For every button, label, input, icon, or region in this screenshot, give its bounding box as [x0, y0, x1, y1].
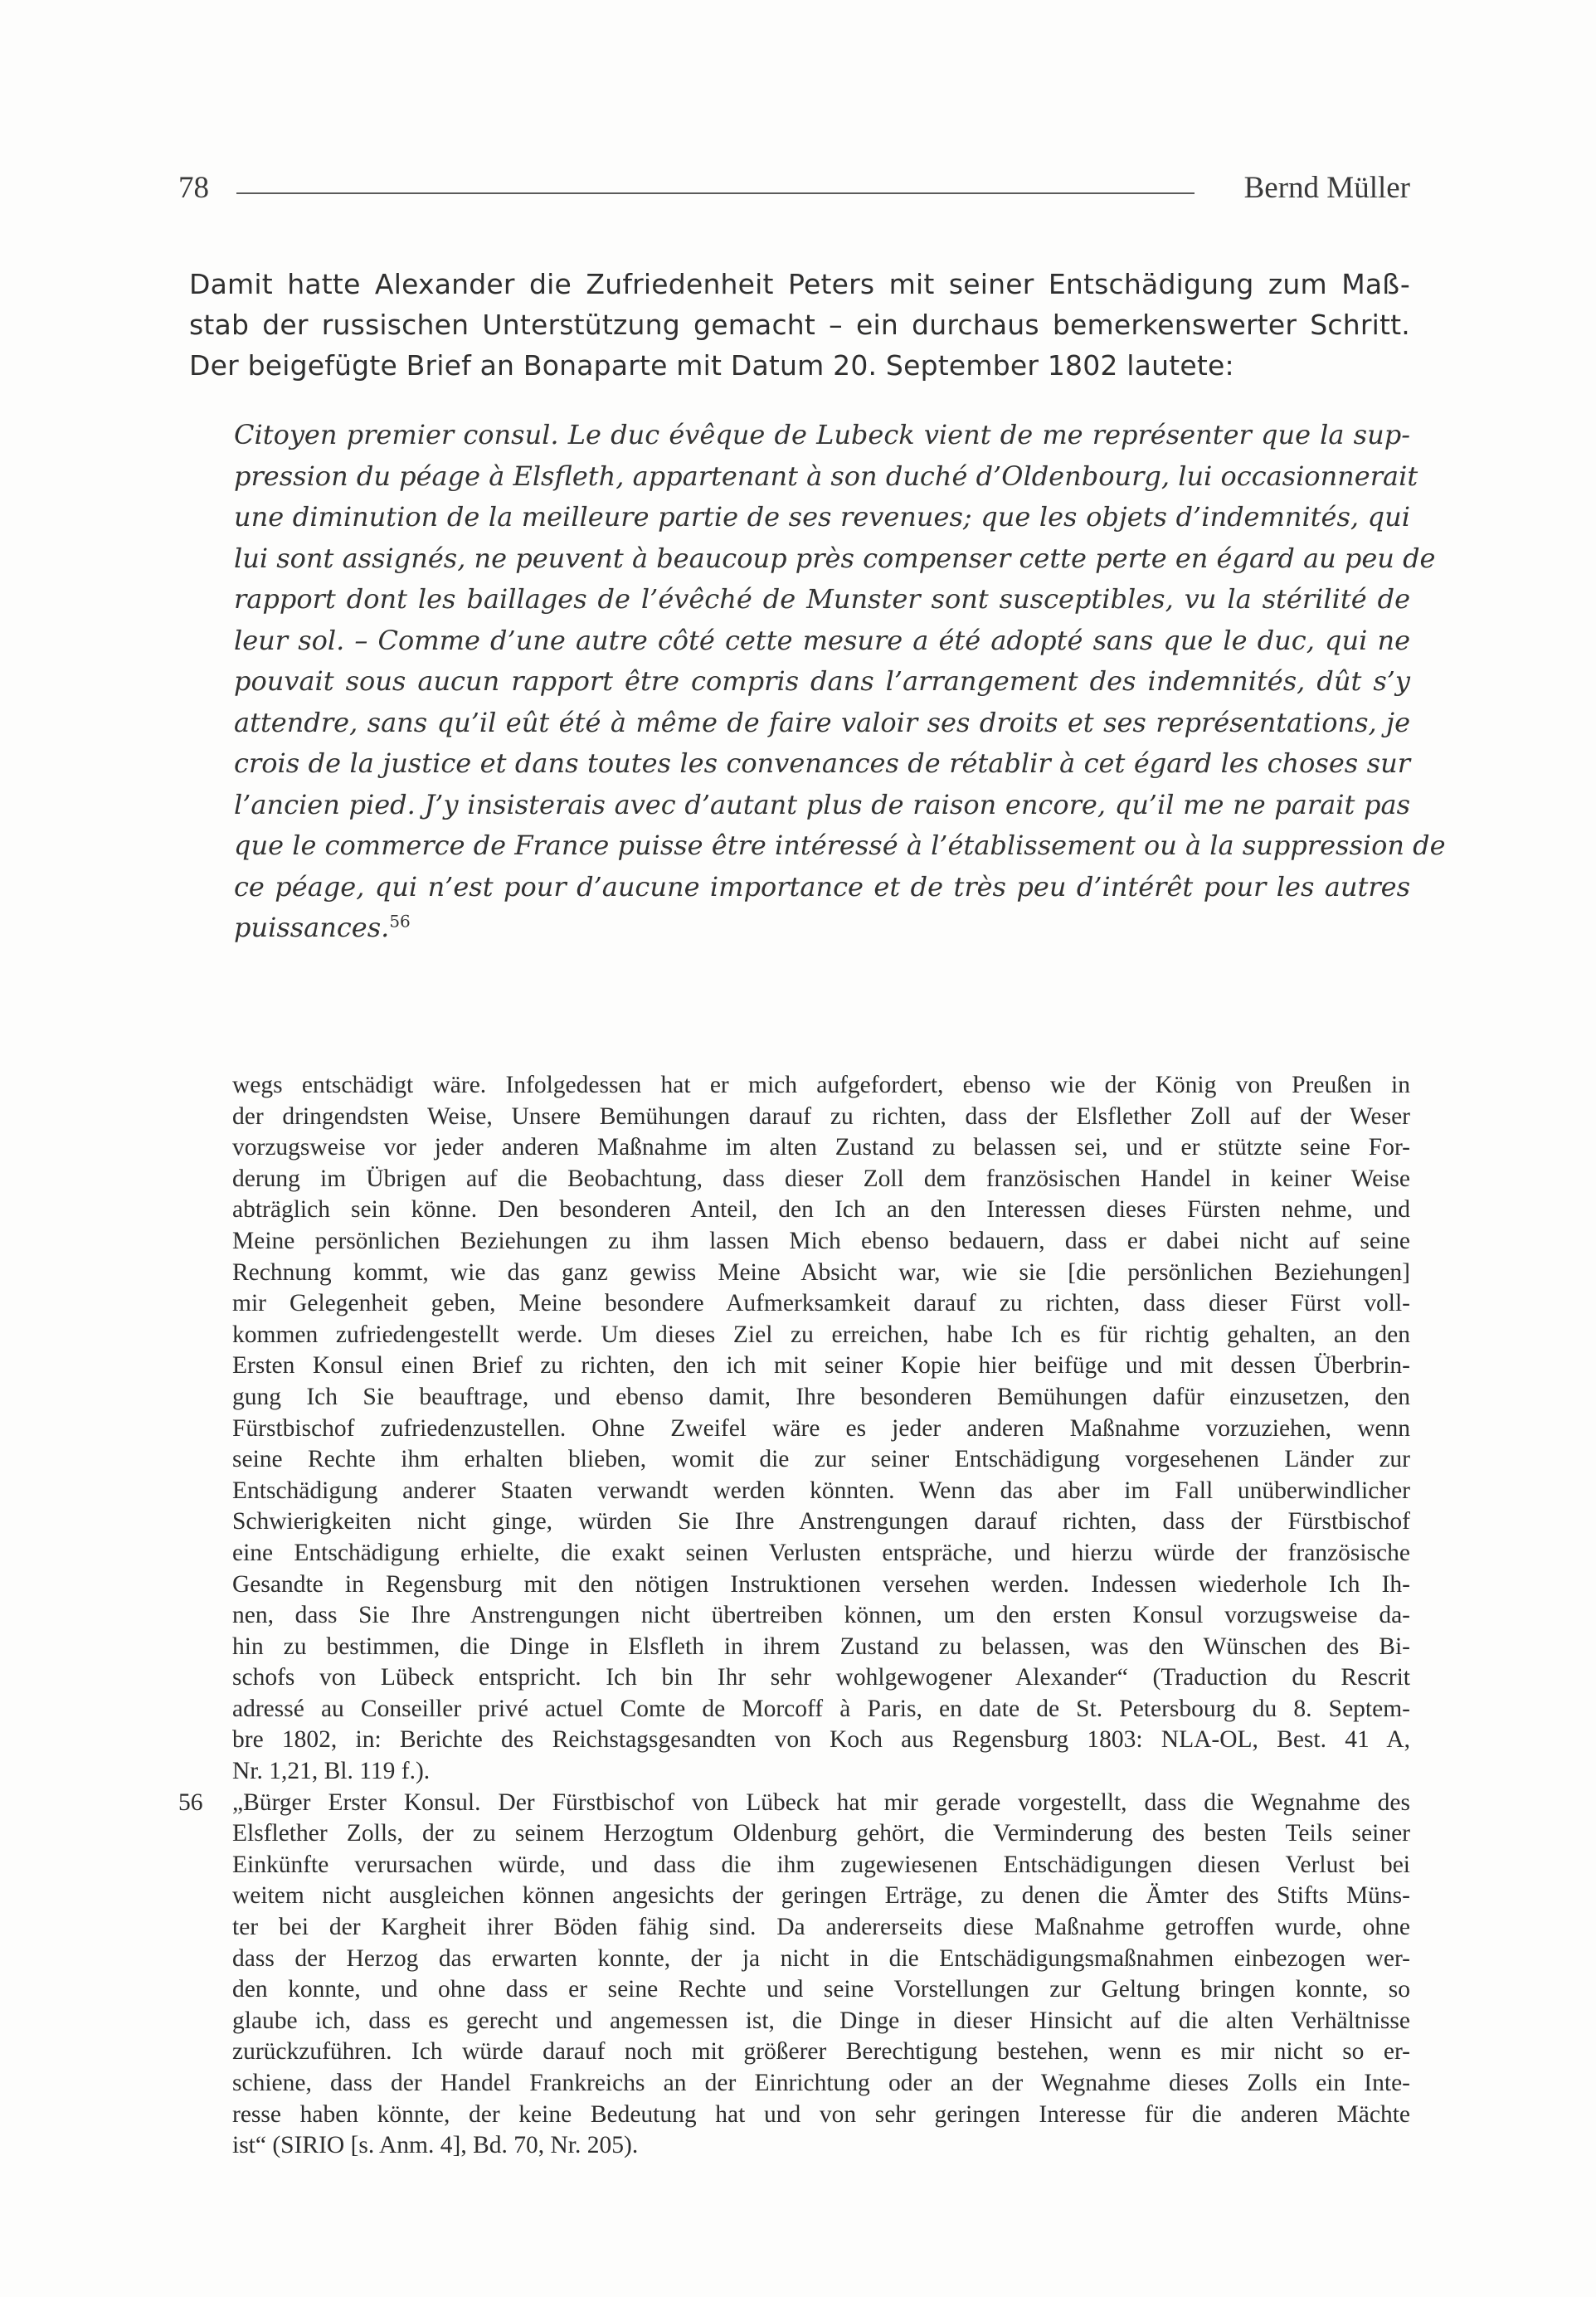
- footnote-line: Rechnung kommt, wie das ganz gewiss Meine Absicht war, wie sie [die persönlichen Beziehungen]: [232, 1258, 1410, 1286]
- quote-line: une diminution de la meilleure partie de ses revenues; que les objets d’indemnités, qui: [234, 501, 1410, 533]
- footnote-line: Ersten Konsul einen Brief zu richten, den ich mit seiner Kopie hier beifüge und mit dessen Überbrin-: [232, 1352, 1410, 1380]
- body-line: Der beigefügte Brief an Bonaparte mit Datum 20. September 1802 lautete:: [189, 349, 1234, 382]
- footnote-line: Entschädigung anderer Staaten verwandt werden könnten. Wenn das aber im Fall unüberwindlicher: [232, 1477, 1410, 1504]
- body-paragraph: [189, 264, 1410, 386]
- footnote-line: glaube ich, dass es gerecht und angemessen ist, die Dinge in dieser Hinsicht auf die alten Verhältnisse: [232, 2007, 1410, 2034]
- footnote-line: schofs von Lübeck entspricht. Ich bin Ihr sehr wohlgewogener Alexander“ (Traduction du Rescrit: [232, 1664, 1410, 1691]
- footnote-number: 56: [178, 1788, 203, 1816]
- quote-line: lui sont assignés, ne peuvent à beaucoup près compenser cette perte en égard au peu de: [234, 542, 1436, 574]
- footnote-line: den konnte, und ohne dass er seine Rechte und seine Vorstellungen zur Geltung bringen konnte, so: [232, 1976, 1410, 2003]
- page-number: 78: [178, 171, 209, 205]
- footnote-line: Meine persönlichen Beziehungen zu ihm lassen Mich ebenso bedauern, dass er dabei nicht auf seine: [232, 1227, 1410, 1254]
- header-rule: [236, 192, 1195, 194]
- footnotes-section: [178, 1070, 1410, 2162]
- block-quotation: [234, 415, 1446, 949]
- quote-line: que le commerce de France puisse être intéressé à l’établissement ou à la suppression de: [234, 830, 1446, 861]
- footnote-line: vorzugsweise vor jeder anderen Maßnahme im alten Zustand zu belassen sei, und er stützte seine For-: [232, 1134, 1410, 1161]
- footnote-line: hin zu bestimmen, die Dinge in Elsfleth in ihrem Zustand zu belassen, was den Wünschen des Bi-: [232, 1633, 1410, 1660]
- body-line: Damit hatte Alexander die Zufriedenheit Peters mit seiner Entschädigung zum Maß-: [189, 268, 1410, 300]
- running-header: [178, 170, 1410, 220]
- footnote-line: resse haben könnte, der keine Bedeutung hat und von sehr geringen Interesse für die anderen Mächte: [232, 2100, 1410, 2128]
- quote-line-text: puissances.: [234, 912, 390, 943]
- footnote-line: kommen zufriedengestellt werde. Um dieses Ziel zu erreichen, habe Ich es für richtig gehalten, an den: [232, 1321, 1410, 1348]
- footnote-line: ist“ (SIRIO [s. Anm. 4], Bd. 70, Nr. 205).: [232, 2132, 639, 2159]
- footnote-line: ter bei der Kargheit ihrer Böden fähig sind. Da andererseits diese Maßnahme getroffen wurde, ohne: [232, 1914, 1410, 1941]
- quote-line: crois de la justice et dans toutes les convenances de rétablir à cet égard les choses sur: [234, 747, 1410, 779]
- footnote-line: Einkünfte verursachen würde, und dass die ihm zugewiesenen Entschädigungen diesen Verlust bei: [232, 1851, 1410, 1878]
- footnote-56: [178, 1788, 1410, 2162]
- footnote-line: weitem nicht ausgleichen können angesichts der geringen Erträge, zu denen die Ämter des Stifts Müns-: [232, 1882, 1410, 1910]
- footnote-line: wegs entschädigt wäre. Infolgedessen hat er mich aufgefordert, ebenso wie der König von Preußen in: [232, 1072, 1410, 1098]
- footnote-line: Gesandte in Regensburg mit den nötigen Instruktionen versehen werden. Indessen wiederhole Ich Ih-: [232, 1570, 1410, 1598]
- footnote-line: Elsflether Zolls, der zu seinem Herzogtum Oldenburg gehört, die Verminderung des besten Teils seiner: [232, 1820, 1410, 1847]
- footnote-line: abträglich sein könne. Den besonderen Anteil, den Ich an den Interessen dieses Fürsten nehme, und: [232, 1196, 1410, 1224]
- quote-line: ce péage, qui n’est pour d’aucune importance et de très peu d’intérêt pour les autres: [234, 870, 1410, 903]
- footnote-continuation: [232, 1070, 1410, 1788]
- footnote-line: seine Rechte ihm erhalten blieben, womit die zur seiner Entschädigung vorgesehenen Länder zur: [232, 1446, 1410, 1473]
- footnote-line: mir Gelegenheit geben, Meine besondere Aufmerksamkeit darauf zu richten, dass dieser Fürst voll-: [232, 1290, 1410, 1317]
- footnote-line: zurückzuführen. Ich würde darauf noch mit größerer Berechtigung bestehen, wenn es mir nicht so er-: [232, 2038, 1410, 2066]
- body-line: stab der russischen Unterstützung gemacht – ein durchaus bemerkenswerter Schritt.: [189, 309, 1410, 341]
- footnote-line: schiene, dass der Handel Frankreichs an der Einrichtung oder an der Wegnahme dieses Zolls ein Inte-: [232, 2070, 1410, 2096]
- footnote-line: derung im Übrigen auf die Beobachtung, dass dieser Zoll dem französischen Handel in keiner Weise: [232, 1165, 1410, 1192]
- footnote-line: der dringendsten Weise, Unsere Bemühungen darauf zu richten, dass der Elsflether Zoll auf der Weser: [232, 1102, 1410, 1130]
- quote-line: pression du péage à Elsfleth, appartenant à son duché d’Oldenbourg, lui occasionnerait: [234, 460, 1418, 492]
- quote-line: rapport dont les baillages de l’évêché de Munster sont susceptibles, vu la stérilité de: [234, 583, 1410, 615]
- footnote-line: „Bürger Erster Konsul. Der Fürstbischof von Lübeck hat mir gerade vorgestellt, dass die Wegnahme des: [232, 1788, 1410, 1816]
- footnote-line: dass der Herzog das erwarten konnte, der ja nicht in die Entschädigungsmaßnahmen einbezogen wer-: [232, 1944, 1410, 1972]
- footnote-line: gung Ich Sie beauftrage, und ebenso damit, Ihre besonderen Bemühungen dafür einzusetzen, den: [232, 1383, 1410, 1410]
- quote-line-last: [234, 908, 1410, 949]
- running-head-author: Bernd Müller: [1243, 171, 1410, 205]
- quote-line: Citoyen premier consul. Le duc évêque de Lubeck vient de me représenter que la sup-: [234, 419, 1410, 450]
- quote-line: leur sol. – Comme d’une autre côté cette mesure a été adopté sans que le duc, qui ne: [234, 624, 1410, 656]
- quote-line: pouvait sous aucun rapport être compris dans l’arrangement des indemnités, dût s’y: [234, 665, 1410, 697]
- footnote-line: nen, dass Sie Ihre Anstrengungen nicht übertreiben können, um den ersten Konsul vorzugsweise da-: [232, 1602, 1410, 1629]
- footnote-line: bre 1802, in: Berichte des Reichstagsgesandten von Koch aus Regensburg 1803: NLA-OL, Best. 41 A,: [232, 1726, 1410, 1754]
- footnote-line: Schwierigkeiten nicht ginge, würden Sie Ihre Anstrengungen darauf richten, dass der Fürstbischof: [232, 1508, 1410, 1535]
- footnote-line: adressé au Conseiller privé actuel Comte de Morcoff à Paris, en date de St. Petersbourg du 8. Septem-: [232, 1695, 1410, 1722]
- footnote-line: eine Entschädigung erhielte, die exakt seinen Verlusten entspräche, und hierzu würde der französische: [232, 1539, 1410, 1566]
- footnote-line: Nr. 1,21, Bl. 119 f.).: [232, 1758, 431, 1785]
- quote-line: l’ancien pied. J’y insisterais avec d’autant plus de raison encore, qu’il me ne parait pas: [234, 788, 1410, 820]
- footnote-reference-56[interactable]: 56: [389, 911, 411, 932]
- quote-line: attendre, sans qu’il eût été à même de faire valoir ses droits et ses représentations, je: [234, 706, 1410, 738]
- footnote-line: Fürstbischof zufriedenzustellen. Ohne Zweifel wäre es jeder anderen Maßnahme vorzuziehen, wenn: [232, 1414, 1410, 1442]
